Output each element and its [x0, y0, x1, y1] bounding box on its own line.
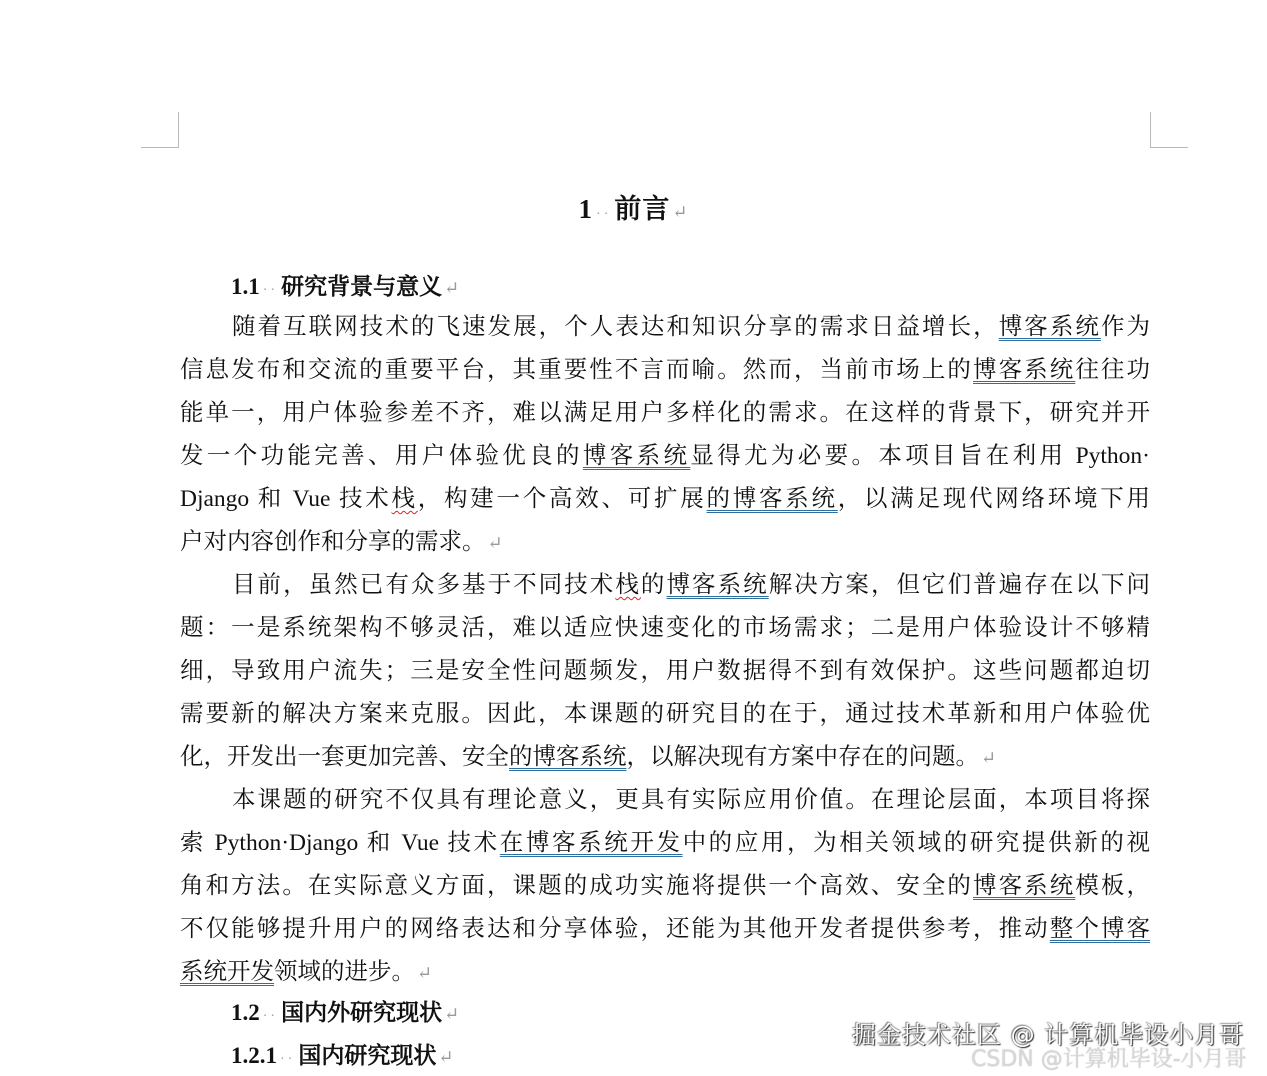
text-run: ，构建一个高效、可扩展 — [417, 486, 707, 512]
tab-marks: ·· — [596, 207, 612, 222]
text-run: 随着互联网技术的飞速发展，个人表达和知识分享的需求日益增长， — [232, 314, 999, 340]
heading-1-2-1[interactable] — [231, 1037, 453, 1070]
text-run: 细，导致用户流失；三是安全性问题频发，用户数据得不到有效保护。这些问题都迫切 — [180, 658, 1150, 684]
text-line[interactable] — [180, 828, 1150, 870]
page-corner-mark-top-right — [1150, 112, 1188, 148]
text-line[interactable] — [232, 312, 1150, 354]
spelling-flag-underline[interactable]: 栈 — [615, 572, 641, 598]
text-line[interactable] — [180, 871, 1150, 913]
text-line[interactable] — [180, 742, 1150, 784]
grammar-flag-underline[interactable]: 的博客系统 — [509, 744, 627, 770]
paragraph-mark-icon: ↵ — [438, 1047, 454, 1067]
paragraph-mark-icon: ↵ — [444, 1004, 460, 1024]
text-run: 题：一是系统架构不够灵活，难以适应快速变化的市场需求；二是用户体验设计不够精 — [180, 615, 1150, 641]
text-line[interactable] — [180, 527, 1150, 569]
grammar-flag-underline[interactable]: 博客系统 — [973, 873, 1076, 899]
text-line[interactable] — [180, 957, 1150, 999]
text-line[interactable] — [180, 613, 1150, 655]
text-run: 需要新的解决方案来克服。因此，本课题的研究目的在于，通过技术革新和用户体验优 — [180, 701, 1150, 727]
grammar-flag-underline[interactable]: 博客系统 — [666, 572, 769, 598]
text-run: 发一个功能完善、用户体验优良的 — [180, 443, 583, 469]
tab-marks: ·· — [262, 1009, 279, 1024]
text-run: 信息发布和交流的重要平台，其重要性不言而喻。然而，当前市场上的 — [180, 357, 974, 383]
tab-marks: ·· — [262, 283, 279, 298]
watermark-juejin: 掘金技术社区 @ 计算机毕设小月哥 — [852, 1021, 1245, 1049]
page-corner-mark-top-left — [141, 112, 179, 148]
text-line[interactable] — [180, 656, 1150, 698]
heading-1-2[interactable] — [231, 994, 459, 1027]
heading-text: 国内外研究现状 — [281, 1000, 443, 1025]
text-run: 模板， — [1075, 873, 1151, 899]
text-run: 索 Python·Django 和 Vue 技术 — [180, 830, 500, 856]
text-run: 不仅能够提升用户的网络表达和分享体验，还能为其他开发者提供参考，推动 — [180, 916, 1050, 942]
grammar-flag-underline[interactable]: 博客系统 — [582, 443, 691, 469]
text-line[interactable] — [232, 785, 1150, 827]
text-run: 角和方法。在实际意义方面，课题的成功实施将提供一个高效、安全的 — [180, 873, 974, 899]
text-run: 的 — [640, 572, 667, 598]
text-line[interactable] — [180, 398, 1150, 440]
heading-number: 1.2 — [231, 1000, 260, 1025]
text-run: 领域的进步。 — [274, 959, 415, 985]
text-run: 本课题的研究不仅具有理论意义，更具有实际应用价值。在理论层面，本项目将探 — [232, 787, 1150, 813]
paragraph-mark-icon: ↵ — [444, 278, 460, 298]
grammar-flag-underline[interactable]: 的博客系统 — [706, 486, 838, 512]
spelling-flag-underline[interactable]: 栈 — [391, 486, 418, 512]
heading-1-1[interactable] — [231, 268, 459, 301]
text-run: 化，开发出一套更加完善、安全 — [180, 744, 509, 770]
text-run: 解决方案，但它们普遍存在以下问 — [768, 572, 1151, 598]
grammar-flag-underline[interactable]: 系统开发 — [180, 959, 274, 985]
text-line[interactable] — [180, 699, 1150, 741]
heading-text: 国内研究现状 — [298, 1043, 437, 1068]
paragraph-mark-icon: ↵ — [672, 202, 689, 222]
tab-marks: ·· — [280, 1052, 296, 1067]
text-run: 往往功 — [1075, 357, 1151, 383]
text-run: 能单一，用户体验参差不齐，难以满足用户多样化的需求。在这样的背景下，研究并开 — [180, 400, 1150, 426]
paragraph-mark-icon: ↵ — [981, 748, 997, 768]
text-run: 户对内容创作和分享的需求。 — [180, 529, 486, 555]
text-line[interactable] — [232, 570, 1150, 612]
heading-number: 1.1 — [231, 274, 260, 299]
text-run: 显得尤为必要。本项目旨在利用 Python· — [690, 443, 1151, 469]
paragraph-mark-icon: ↵ — [487, 533, 503, 553]
text-line[interactable] — [180, 914, 1150, 956]
text-run: 中的应用，为相关领域的研究提供新的视 — [682, 830, 1150, 856]
text-run: ，以满足现代网络环境下用 — [837, 486, 1151, 512]
page-title[interactable] — [0, 187, 1267, 226]
grammar-flag-underline[interactable]: 博客系统 — [998, 314, 1101, 340]
heading-text: 研究背景与意义 — [281, 274, 443, 299]
text-line[interactable] — [180, 355, 1150, 397]
text-run: Django 和 Vue 技术 — [180, 486, 392, 512]
text-run: ，以解决现有方案中存在的问题。 — [626, 744, 979, 770]
grammar-flag-underline[interactable]: 整个博客 — [1049, 916, 1151, 942]
text-line[interactable] — [180, 441, 1150, 483]
heading-number: 1.2.1 — [231, 1043, 277, 1068]
text-run: 目前，虽然已有众多基于不同技术 — [232, 572, 616, 598]
text-run: 作为 — [1100, 314, 1151, 340]
paragraph-mark-icon: ↵ — [417, 963, 433, 983]
grammar-flag-underline[interactable]: 在博客系统开发 — [499, 830, 683, 856]
grammar-flag-underline[interactable]: 博客系统 — [973, 357, 1076, 383]
watermark-csdn: CSDN @计算机毕设-小月哥 — [971, 1047, 1247, 1072]
title-number: 1 — [578, 194, 594, 224]
text-line[interactable] — [180, 484, 1150, 526]
title-text: 前言 — [614, 194, 671, 224]
